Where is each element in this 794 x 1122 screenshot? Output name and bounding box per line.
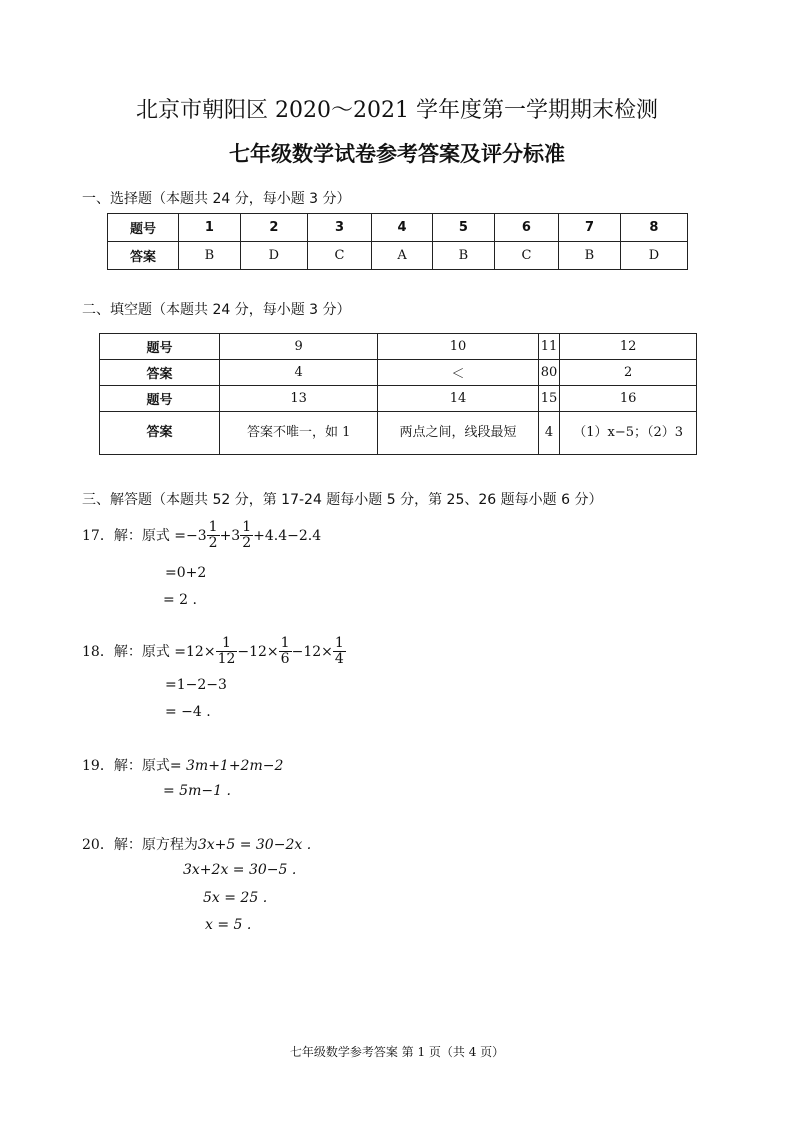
question-number: 2 [240,214,307,242]
page-footer: 七年级数学参考答案 第 1 页（共 4 页） [289,1045,505,1059]
q19-label: 19．解：原式 [82,758,170,774]
answer-cell: ＜ [378,360,538,386]
section1-heading: 一、选择题（本题共 24 分，每小题 3 分） [82,191,351,207]
question-number: 6 [494,214,558,242]
question-number: 16 [560,386,697,412]
question-number: 10 [378,334,538,360]
document-subtitle: 七年级数学试卷参考答案及评分标准 [229,142,565,166]
q17-line2: =0+2 [165,565,207,581]
row-label: 题号 [108,214,179,242]
fraction: $\frac{1}{12}$ [217,635,236,668]
q20-label: 20．解：原方程为 [82,837,198,853]
answer-cell: 答案不唯一，如 1 [220,412,378,455]
question-number: 14 [378,386,538,412]
table-row [108,242,688,270]
q19-line2: = 5m−1 . [163,783,231,799]
question-number: 8 [620,214,687,242]
q19-line1 [82,755,283,775]
q20-line4: x = 5 . [205,917,252,933]
answer-cell: B [559,242,621,270]
answer-cell: D [620,242,687,270]
question-number: 4 [372,214,433,242]
answer-cell: C [307,242,371,270]
section3-heading: 三、解答题（本题共 52 分，第 17-24 题每小题 5 分，第 25、26 题每小题 6 分） [82,492,603,508]
question-number: 15 [538,386,560,412]
q18-expression: =12× $\frac{1}{12}$ −12× $\frac{1}{6}$ −12× $\frac{1}{4}$ [174,635,344,668]
answer-cell: 两点之间，线段最短 [378,412,538,455]
answer-cell: 80 [538,360,560,386]
row-label: 题号 [100,334,220,360]
question-number: 11 [538,334,560,360]
document-title: 北京市朝阳区 2020～2021 学年度第一学期期末检测 [136,98,658,123]
question-number: 13 [220,386,378,412]
row-label: 答案 [100,412,220,455]
answer-cell: 4 [220,360,378,386]
question-number: 3 [307,214,371,242]
q20-expression: 3x+5 = 30−2x . [197,837,312,853]
answer-cell: 4 [538,412,560,455]
fill-blank-table [99,333,697,455]
question-number: 9 [220,334,378,360]
answer-cell: D [240,242,307,270]
fraction: $\frac{1}{4}$ [334,635,344,668]
question-number: 1 [179,214,241,242]
answer-cell: （1）x−5；（2）3 [560,412,697,455]
answer-cell: B [179,242,241,270]
multiple-choice-table [107,213,688,270]
row-label: 答案 [108,242,179,270]
q20-line3: 5x = 25 . [203,890,268,906]
q18-line1 [82,636,346,668]
fraction: $\frac{1}{2}$ [242,519,252,552]
question-number: 12 [560,334,697,360]
table-row [100,334,697,360]
section2-heading: 二、填空题（本题共 24 分，每小题 3 分） [82,302,351,318]
q19-expression: = 3m+1+2m−2 [169,758,284,774]
q18-line2: =1−2−3 [165,677,227,693]
fraction: $\frac{1}{2}$ [208,519,218,552]
row-label: 答案 [100,360,220,386]
q18-label: 18．解：原式 [82,643,170,660]
question-number: 5 [432,214,494,242]
answer-cell: 2 [560,360,697,386]
q18-line3: = −4 . [165,704,211,720]
question-number: 7 [559,214,621,242]
row-label: 题号 [100,386,220,412]
q17-line1 [82,520,321,552]
answer-cell: A [372,242,433,270]
table-row [108,214,688,242]
answer-cell: B [432,242,494,270]
q17-label: 17．解：原式 [82,527,170,544]
fraction: $\frac{1}{6}$ [280,635,290,668]
table-row [100,386,697,412]
q17-expression: =−3 $\frac{1}{2}$ +3 $\frac{1}{2}$ +4.4−2.4 [174,519,322,552]
q20-line1 [82,834,311,854]
q17-line3: = 2 . [163,592,197,608]
table-row [100,412,697,455]
table-row [100,360,697,386]
answer-cell: C [494,242,558,270]
q20-line2: 3x+2x = 30−5 . [183,862,297,878]
